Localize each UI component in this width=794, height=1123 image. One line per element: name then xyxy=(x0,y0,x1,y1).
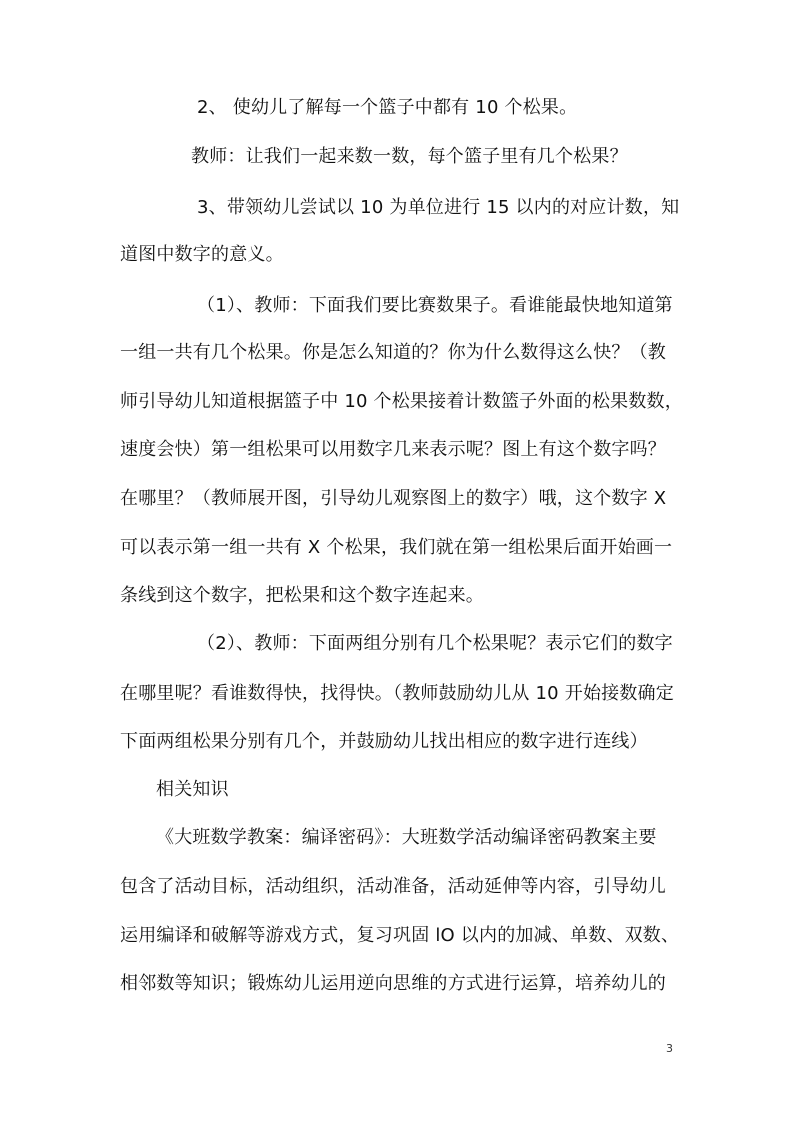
text-line: 2、 使幼儿了解每一个篮子中都有 10 个松果。 xyxy=(197,97,578,118)
text-line: 在哪里呢？看谁数得快，找得快。（教师鼓励幼儿从 10 开始接数确定 xyxy=(120,683,674,704)
text-line: （2）、教师：下面两组分别有几个松果呢？表示它们的数字 xyxy=(197,633,673,654)
text-line: 3、带领幼儿尝试以 10 为单位进行 15 以内的对应计数，知 xyxy=(197,197,680,218)
text-line: 一组一共有几个松果。你是怎么知道的？你为什么数得这么快？（教 xyxy=(120,342,666,363)
text-line: 条线到这个数字，把松果和这个数字连起来。 xyxy=(120,585,484,606)
text-line: 包含了活动目标，活动组织，活动准备，活动延伸等内容，引导幼儿 xyxy=(120,876,666,897)
text-line: 速度会快）第一组松果可以用数字几来表示呢？图上有这个数字吗？ xyxy=(120,439,666,460)
page-number: 3 xyxy=(666,1042,673,1055)
text-line: 可以表示第一组一共有 X 个松果，我们就在第一组松果后面开始画一 xyxy=(120,537,673,558)
text-line: （1）、教师：下面我们要比赛数果子。看谁能最快地知道第 xyxy=(197,295,673,316)
text-line: 师引导幼儿知道根据篮子中 10 个松果接着计数篮子外面的松果数数， xyxy=(120,391,683,412)
section-heading: 相关知识 xyxy=(156,779,229,800)
text-line: 道图中数字的意义。 xyxy=(120,244,284,265)
text-line: 在哪里？（教师展开图，引导幼儿观察图上的数字）哦，这个数字 X xyxy=(120,488,667,509)
text-line: 教师：让我们一起来数一数，每个篮子里有几个松果？ xyxy=(191,146,628,167)
text-line: 相邻数等知识；锻炼幼儿运用逆向思维的方式进行运算，培养幼儿的 xyxy=(120,973,666,994)
text-line: 运用编译和破解等游戏方式，复习巩固 lO 以内的加减、单数、双数、 xyxy=(120,925,680,946)
text-line: 下面两组松果分别有几个，并鼓励幼儿找出相应的数字进行连线） xyxy=(120,731,648,752)
text-line: 《大班数学教案：编译密码》：大班数学活动编译密码教案主要 xyxy=(156,827,657,848)
